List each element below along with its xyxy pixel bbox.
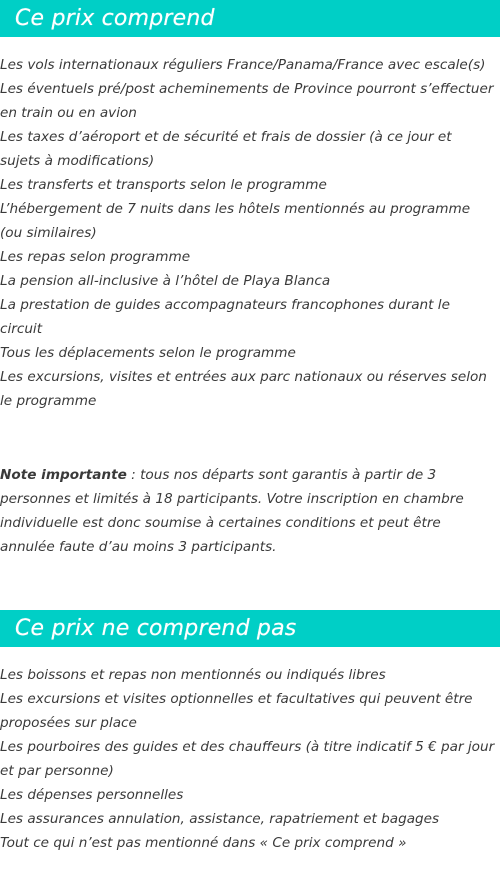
list-item: Les taxes d’aéroport et de sécurité et frais de dossier (à ce jour et sujets à modifications): [0, 129, 452, 169]
not-included-list: [0, 663, 500, 855]
list-item: Les pourboires des guides et des chauffeurs (à titre indicatif 5 € par jour et par personne): [0, 739, 495, 779]
section-header-not-included: [0, 610, 500, 647]
section-header-included: [0, 0, 500, 37]
list-item: Les vols internationaux réguliers France/Panama/France avec escale(s): [0, 57, 486, 73]
list-item: Les assurances annulation, assistance, rapatriement et bagages: [0, 811, 440, 827]
important-note: [0, 463, 500, 559]
important-note-label: Note importante: [0, 467, 127, 483]
list-item: Les excursions et visites optionnelles et facultatives qui peuvent être proposées sur place: [0, 691, 473, 731]
list-item: L’hébergement de 7 nuits dans les hôtels mentionnés au programme (ou similaires): [0, 201, 471, 241]
important-note-text: : tous nos départs sont garantis à partir de 3 personnes et limités à 18 participants. Votre inscription en chambre individuelle est donc soumise à certaines conditions et peut être annulée faute d’au moins 3 participants.: [0, 467, 464, 555]
section-title-not-included: Ce prix ne comprend pas: [15, 616, 297, 641]
list-item: Tous les déplacements selon le programme: [0, 345, 296, 361]
list-item: Les boissons et repas non mentionnés ou indiqués libres: [0, 667, 386, 683]
list-item: Les excursions, visites et entrées aux parc nationaux ou réserves selon le programme: [0, 369, 487, 409]
list-item: Les dépenses personnelles: [0, 787, 184, 803]
list-item: Les éventuels pré/post acheminements de Province pourront s’effectuer en train ou en avion: [0, 81, 494, 121]
included-list: [0, 53, 500, 413]
list-item: La prestation de guides accompagnateurs francophones durant le circuit: [0, 297, 450, 337]
section-title-included: Ce prix comprend: [15, 6, 215, 31]
list-item: Les repas selon programme: [0, 249, 191, 265]
list-item: Les transferts et transports selon le programme: [0, 177, 327, 193]
list-item: La pension all-inclusive à l’hôtel de Playa Blanca: [0, 273, 331, 289]
list-item: Tout ce qui n’est pas mentionné dans « Ce prix comprend »: [0, 835, 407, 851]
